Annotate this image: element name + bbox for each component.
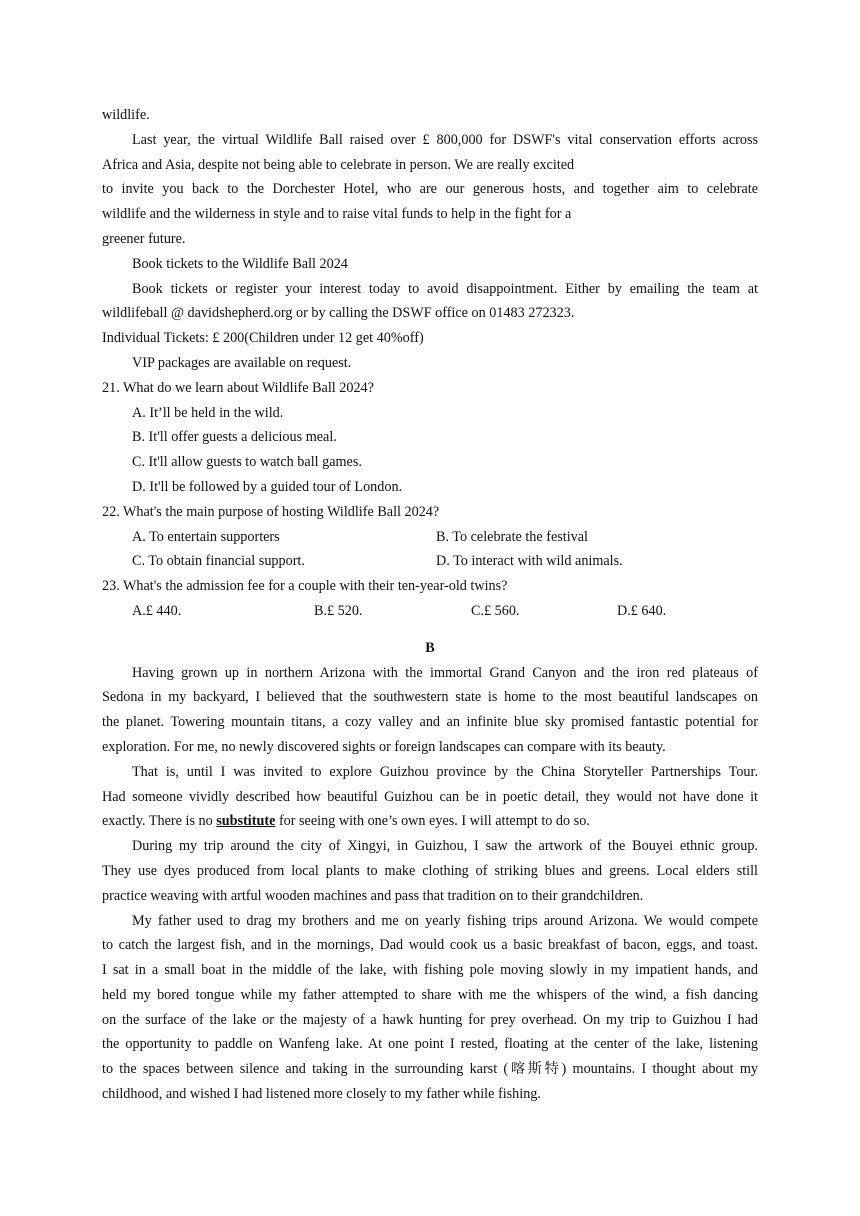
- question-23-option-a: A.£ 440.: [132, 602, 182, 619]
- question-23-stem: 23. What's the admission fee for a couple with their ten-year-old twins?: [102, 578, 508, 595]
- question-22-option-c: C. To obtain financial support.: [132, 553, 305, 570]
- text-line: to invite you back to the Dorchester Hotel, who are our generous hosts, and together aim to celebrate: [102, 181, 758, 198]
- text-fragment: exactly. There is no: [102, 813, 217, 830]
- question-21-option-d: D. It'll be followed by a guided tour of London.: [132, 478, 403, 495]
- section-heading-b: B: [425, 639, 435, 656]
- text-line: held my bored tongue while my father attempted to share with me the whispers of the wind, a fish dancing: [102, 986, 758, 1003]
- text-line: greener future.: [102, 230, 186, 247]
- question-22-option-d: D. To interact with wild animals.: [436, 553, 623, 570]
- question-23-options-row: [102, 599, 758, 624]
- text-line: wildlifeball @ davidshepherd.org or by calling the DSWF office on 01483 272323.: [102, 305, 575, 322]
- question-21-option-c: C. It'll allow guests to watch ball games.: [132, 454, 362, 471]
- question-22-options-row-1: [102, 525, 758, 550]
- text-line: to catch the largest fish, and in the mornings, Dad would cook us a basic breakfast of bacon, eggs, and toast.: [102, 937, 758, 954]
- underlined-keyword: substitute: [216, 813, 276, 830]
- text-column: [102, 103, 758, 1107]
- text-line: They use dyes produced from local plants to make clothing of striking blues and greens. Local elders still: [102, 862, 758, 879]
- text-line: VIP packages are available on request.: [132, 354, 352, 371]
- question-21-stem: 21. What do we learn about Wildlife Ball 2024?: [102, 379, 374, 396]
- text-line: Book tickets or register your interest today to avoid disappointment. Either by emailing the team at: [132, 280, 758, 297]
- text-line: the opportunity to paddle on Wanfeng lake. At one point I rested, floating at the center of the lake, listening: [102, 1036, 758, 1053]
- text-line: I sat in a small boat in the middle of the lake, with fishing pole moving slowly in my impatient hands, and: [102, 962, 758, 979]
- text-fragment: for seeing with one’s own eyes. I will attempt to do so.: [275, 813, 590, 830]
- question-23-option-c: C.£ 560.: [471, 602, 520, 619]
- question-22-option-a: A. To entertain supporters: [132, 528, 280, 545]
- text-line: My father used to drag my brothers and me on yearly fishing trips around Arizona. We would compete: [132, 912, 758, 929]
- question-21-option-a: A. It’ll be held in the wild.: [132, 404, 284, 421]
- text-line: [102, 809, 758, 834]
- text-line: During my trip around the city of Xingyi, in Guizhou, I saw the artwork of the Bouyei ethnic group.: [132, 838, 758, 855]
- section-gap: [102, 624, 758, 636]
- text-line: Having grown up in northern Arizona with the immortal Grand Canyon and the iron red plateaus of: [132, 664, 758, 681]
- text-line: the planet. Towering mountain titans, a cozy valley and an infinite blue sky promised fantastic potential for: [102, 714, 758, 731]
- question-21-option-b: B. It'll offer guests a delicious meal.: [132, 429, 337, 446]
- question-22-options-row-2: [102, 549, 758, 574]
- text-line: That is, until I was invited to explore Guizhou province by the China Storyteller Partnerships Tour.: [132, 763, 758, 780]
- text-line: wildlife.: [102, 107, 150, 123]
- text-line: Africa and Asia, despite not being able to celebrate in person. We are really excited: [102, 156, 575, 173]
- question-22-option-b: B. To celebrate the festival: [436, 528, 588, 545]
- question-22-stem: 22. What's the main purpose of hosting Wildlife Ball 2024?: [102, 503, 440, 520]
- text-line: exploration. For me, no newly discovered sights or foreign landscapes can compare with its beauty.: [102, 738, 666, 755]
- text-line: childhood, and wished I had listened more closely to my father while fishing.: [102, 1086, 541, 1103]
- text-line: Had someone vividly described how beautiful Guizhou can be in poetic detail, they would not have done it: [102, 788, 758, 805]
- text-line: practice weaving with artful wooden machines and pass that tradition on to their grandchildren.: [102, 887, 644, 904]
- text-line: wildlife and the wilderness in style and to raise vital funds to help in the fight for a: [102, 206, 572, 223]
- section-subheading: Book tickets to the Wildlife Ball 2024: [132, 255, 348, 272]
- question-23-option-d: D.£ 640.: [617, 602, 667, 619]
- question-23-option-b: B.£ 520.: [314, 602, 363, 619]
- text-line: on the surface of the lake or the majesty of a hawk hunting for prey overhead. On my trip to Guizhou I had: [102, 1011, 758, 1028]
- ticket-price-line: Individual Tickets: £ 200(Children under 12 get 40%off): [102, 330, 424, 347]
- text-line: Last year, the virtual Wildlife Ball raised over £ 800,000 for DSWF's vital conservation efforts across: [132, 131, 758, 148]
- text-line: Sedona in my backyard, I believed that the southwestern state is home to the most beautiful landscapes on: [102, 689, 758, 706]
- text-line: to the spaces between silence and taking in the surrounding karst (喀斯特) mountains. I thought about my: [102, 1061, 758, 1078]
